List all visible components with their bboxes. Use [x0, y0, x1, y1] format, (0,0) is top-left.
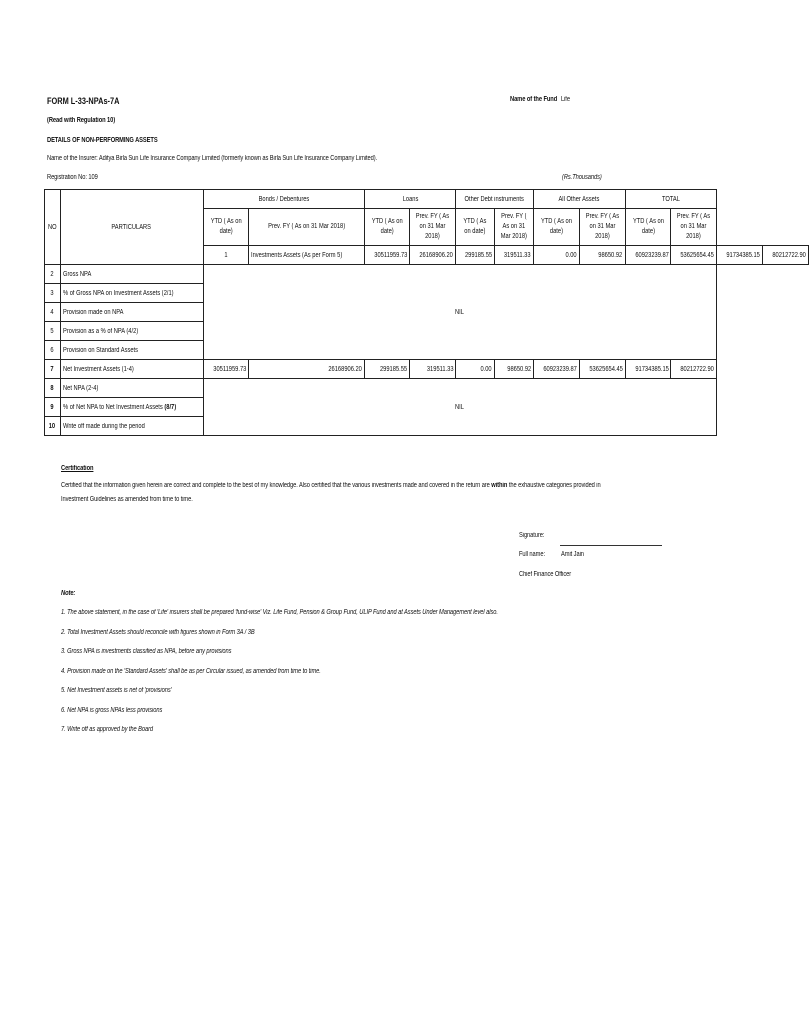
signature-line: [560, 545, 662, 546]
cell-value: 91734385.15: [717, 246, 763, 265]
cell-value: 60923239.87: [625, 246, 671, 265]
row-number: 1: [203, 246, 248, 265]
cell-value: 98650.92: [495, 360, 534, 379]
row-label-ratio: (8/7): [163, 403, 176, 411]
row-number: 7: [45, 360, 61, 379]
row-label: Investments Assets (As per Form 5): [248, 246, 364, 265]
row-number: 10: [45, 417, 61, 436]
cell-value: 53625654.45: [579, 360, 625, 379]
cell-value: 299185.55: [456, 246, 495, 265]
certification-text-line2: Investment Guidelines as amended from time to time.: [61, 496, 193, 503]
fund-value: Life: [561, 96, 570, 103]
cell-value: 80212722.90: [671, 360, 717, 379]
subcol-ytd: YTD ( As on date): [625, 209, 671, 246]
cell-value: 60923239.87: [533, 360, 579, 379]
row-number: 5: [45, 322, 61, 341]
certification-heading: Certification: [61, 465, 94, 472]
subcol-ytd: YTD ( As on date): [456, 209, 495, 246]
certification-text-start: Certified that the information given herein are correct and complete to the best of my knowledge. Also certified that the various investments made and covered in the return are: [61, 482, 492, 489]
subcol-ytd: YTD ( As on date): [533, 209, 579, 246]
note-item: 6. Net NPA is gross NPAs less provisions: [61, 707, 163, 714]
row-number: 4: [45, 303, 61, 322]
registration-number: Registration No: 109: [47, 174, 98, 181]
npa-table: [44, 189, 809, 436]
certification-text-end: the exhaustive categories provided in: [507, 482, 601, 489]
cell-value: 30511959.73: [365, 246, 410, 265]
table-row: [45, 379, 809, 398]
note-item: 1. The above statement, in the case of 'Life' insurers shall be prepared 'fund-wise' Viz. Life Fund, Pension & Group Fund, ULIP Fund and at Assets Under Management level also.: [61, 609, 498, 616]
row-number: 3: [45, 284, 61, 303]
header-row-groups: [45, 190, 809, 209]
details-heading: DETAILS OF NON-PERFORMING ASSETS: [47, 137, 158, 144]
row-label: Gross NPA: [60, 265, 203, 284]
row-label: Write off made during the period: [60, 417, 203, 436]
group-loans-header: Loans: [365, 190, 456, 209]
row-label-text: % of Net NPA to Net Investment Assets: [62, 403, 164, 411]
note-item: 7. Write off as approved by the Board: [61, 726, 154, 733]
col-particulars-header: PARTICULARS: [60, 190, 203, 265]
subcol-prev: Prev. FY ( As on 31 Mar 2018): [579, 209, 625, 246]
cell-value: 30511959.73: [203, 360, 248, 379]
row-label: [60, 398, 203, 417]
subcol-prev: Prev. FY ( As on 31 Mar 2018): [495, 209, 534, 246]
row-number: 9: [45, 398, 61, 417]
full-name-label: Full name:: [519, 551, 545, 558]
cell-value: 319511.33: [495, 246, 534, 265]
notes-heading: Note:: [61, 590, 76, 597]
row-label: Net NPA (2-4): [60, 379, 203, 398]
group-other-assets-header: All Other Assets: [533, 190, 625, 209]
units-label: (Rs.Thousands): [562, 174, 602, 181]
regulation-note: (Read with Regulation 10): [47, 117, 116, 124]
designation: Chief Finance Officer: [519, 571, 572, 578]
full-name-value: Amit Jain: [561, 551, 584, 558]
certification-text-within: within: [491, 482, 508, 489]
note-item: 5. Net Investment assets is net of 'provisions': [61, 687, 172, 694]
nil-block: NIL: [203, 379, 717, 436]
signature-label: Signature:: [519, 532, 545, 539]
row-label: Net Investment Assets (1-4): [60, 360, 203, 379]
row-label: Provision as a % of NPA (4/2): [60, 322, 203, 341]
cell-value: 319511.33: [410, 360, 456, 379]
cell-value: 26168906.20: [248, 360, 364, 379]
subcol-prev: Prev. FY ( As on 31 Mar 2018): [410, 209, 456, 246]
table-row: [45, 360, 809, 379]
cell-value: 299185.55: [365, 360, 410, 379]
fund-label: Name of the Fund: [510, 96, 558, 103]
subcol-ytd: YTD ( As on date): [365, 209, 410, 246]
subcol-ytd: YTD ( As on date): [203, 209, 248, 246]
note-item: 3. Gross NPA is investments classified as NPA, before any provisions: [61, 648, 232, 655]
subcol-prev: Prev. FY ( As on 31 Mar 2018): [671, 209, 717, 246]
cell-value: 53625654.45: [671, 246, 717, 265]
row-number: 8: [45, 379, 61, 398]
group-bonds-header: Bonds / Debentures: [203, 190, 365, 209]
nil-block: NIL: [203, 265, 717, 360]
cell-value: 98650.92: [579, 246, 625, 265]
cell-value: 80212722.90: [763, 246, 809, 265]
row-number: 2: [45, 265, 61, 284]
group-other-debt-header: Other Debt instruments: [456, 190, 533, 209]
row-label: Provision made on NPA: [60, 303, 203, 322]
note-item: 4. Provision made on the 'Standard Assets' shall be as per Circular issued, as amended from time to time.: [61, 668, 321, 675]
table-row: [45, 265, 809, 284]
row-label: Provision on Standard Assets: [60, 341, 203, 360]
group-total-header: TOTAL: [625, 190, 717, 209]
row-label: % of Gross NPA on Investment Assets (2/1): [60, 284, 203, 303]
cell-value: 0.00: [533, 246, 579, 265]
note-item: 2. Total Investment Assets should reconcile with figures shown in Form 3A / 3B: [61, 629, 255, 636]
row-number: 6: [45, 341, 61, 360]
certification-text: [61, 482, 601, 489]
cell-value: 0.00: [456, 360, 495, 379]
subcol-prev: Prev. FY ( As on 31 Mar 2018): [248, 209, 364, 246]
insurer-name: Name of the Insurer: Aditya Birla Sun Life Insurance Company Limited (formerly known as Birla Sun Life Insurance Company Limited).: [47, 155, 378, 162]
cell-value: 91734385.15: [625, 360, 671, 379]
col-no-header: NO: [45, 190, 61, 265]
form-title: FORM L-33-NPAs-7A: [47, 96, 120, 106]
cell-value: 26168906.20: [410, 246, 456, 265]
